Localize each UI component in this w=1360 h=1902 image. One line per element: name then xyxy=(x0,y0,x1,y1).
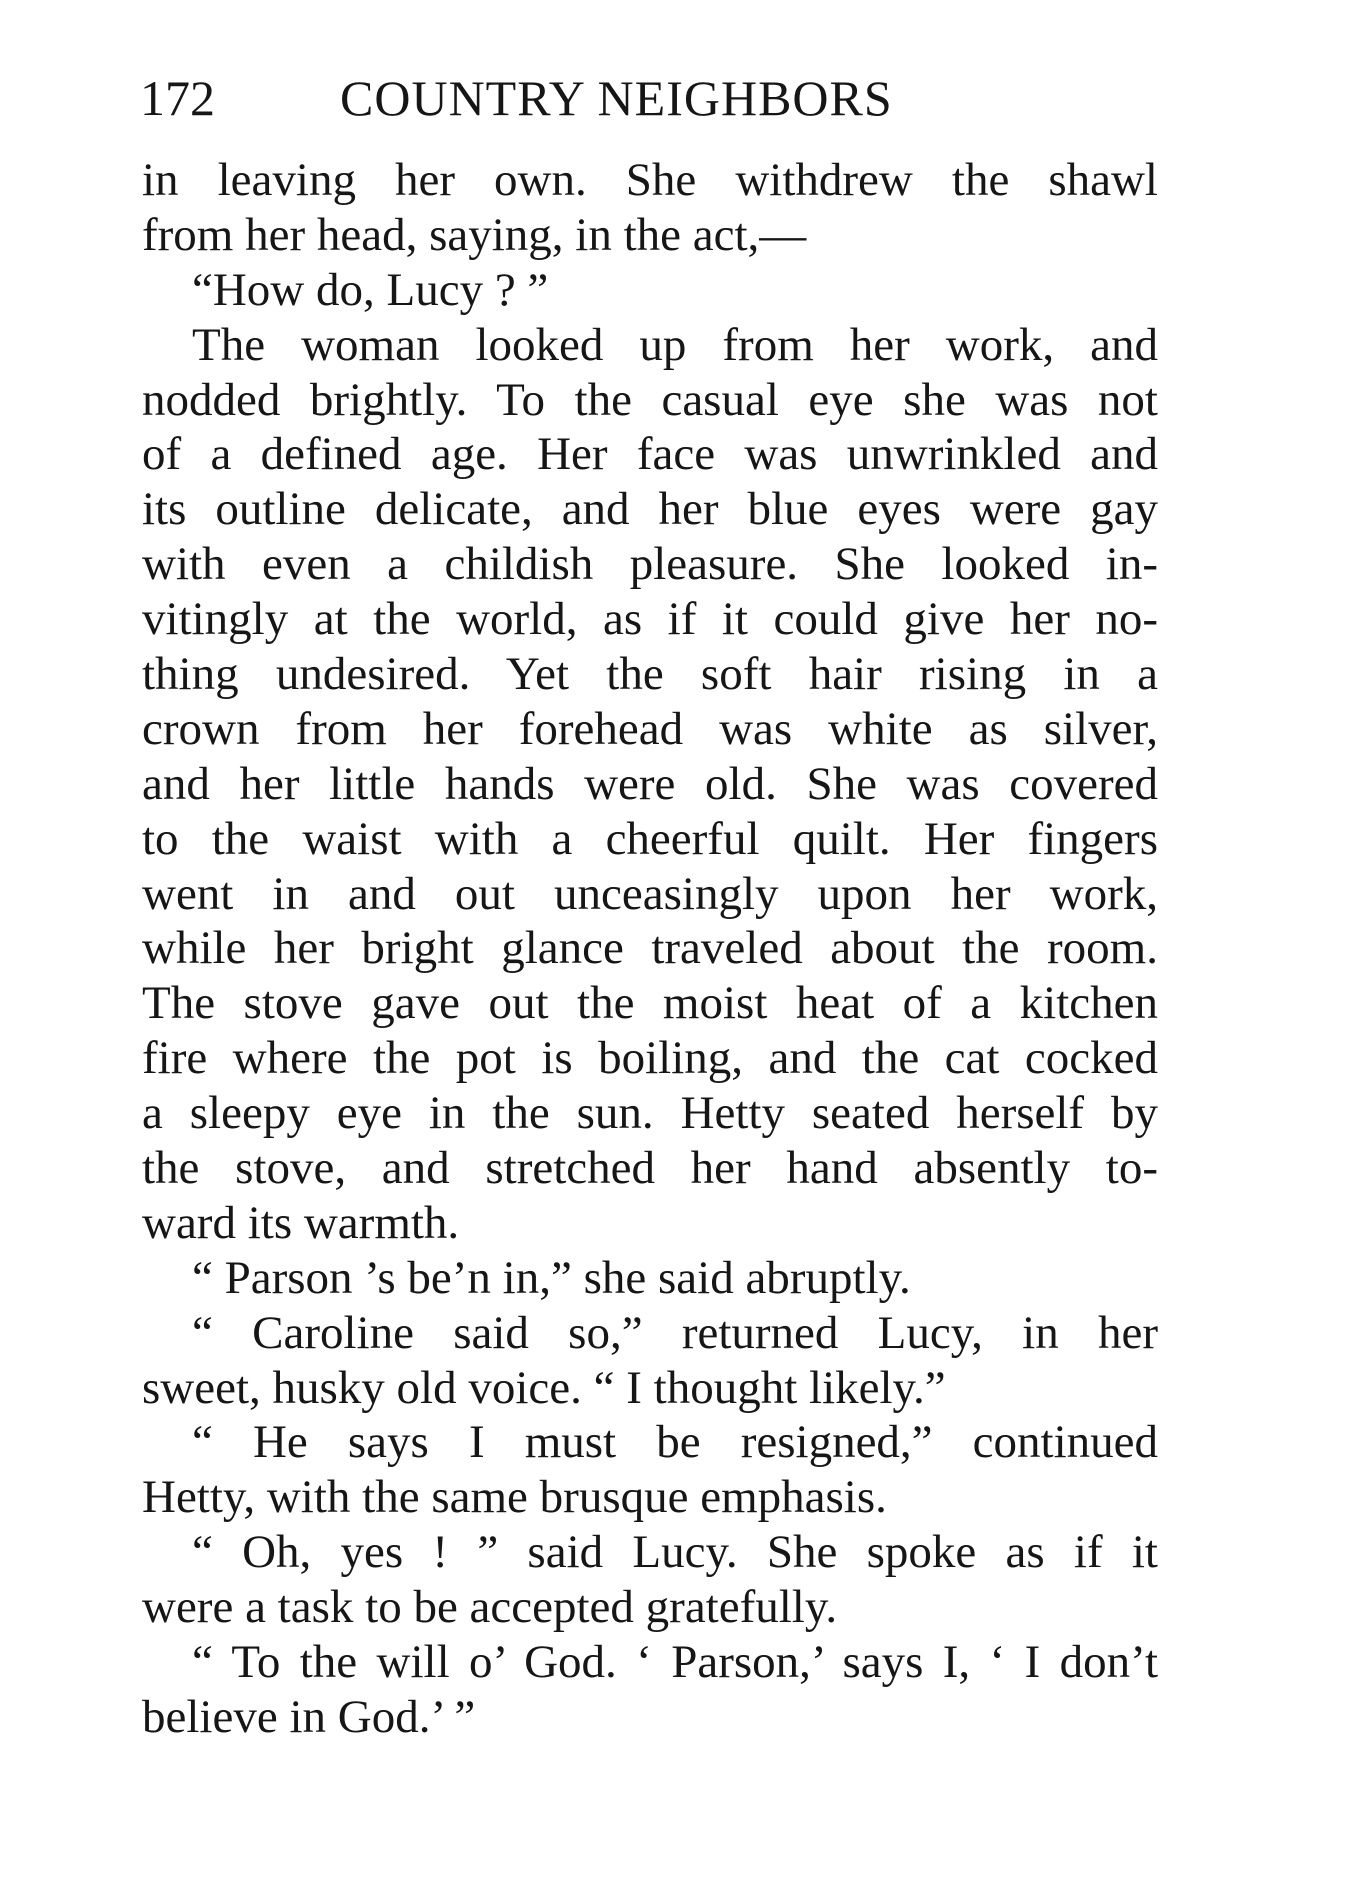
text-line: from her head, saying, in the act,— xyxy=(142,208,807,261)
page-number: 172 xyxy=(140,70,215,126)
body-text xyxy=(142,153,1158,1745)
text-line: sweet, husky old voice. “ I thought likely.” xyxy=(142,1361,946,1414)
text-line: in leaving her own. She withdrew the shawl xyxy=(142,154,1158,206)
text-line: nodded brightly. To the casual eye she was not xyxy=(142,373,1158,426)
text-line: were a task to be accepted gratefully. xyxy=(142,1581,838,1634)
text-line: with even a childish pleasure. She looked in- xyxy=(142,538,1158,591)
text-line: “ To the will o’ God. ‘ Parson,’ says I, ‘ I don’t xyxy=(192,1636,1158,1689)
paragraph xyxy=(142,318,1158,1251)
text-line: The stove gave out the moist heat of a kitchen xyxy=(142,977,1158,1030)
text-line: went in and out unceasingly upon her work, xyxy=(142,867,1158,920)
text-line: fire where the pot is boiling, and the cat cocked xyxy=(142,1032,1158,1085)
text-line: ward its warmth. xyxy=(142,1196,460,1249)
paragraph xyxy=(142,1251,1158,1306)
page-header xyxy=(140,68,1180,128)
text-line: “ He says I must be resigned,” continued xyxy=(192,1416,1158,1469)
text-line: to the waist with a cheerful quilt. Her fingers xyxy=(142,812,1158,865)
paragraph xyxy=(142,263,1158,318)
text-line: of a defined age. Her face was unwrinkled and xyxy=(142,428,1158,481)
paragraph xyxy=(142,1306,1158,1416)
text-line: The woman looked up from her work, and xyxy=(192,318,1158,371)
text-line: believe in God.’ ” xyxy=(142,1690,476,1743)
paragraph xyxy=(142,1635,1158,1745)
text-line: thing undesired. Yet the soft hair rising in a xyxy=(142,648,1158,701)
text-line: while her bright glance traveled about the room. xyxy=(142,922,1158,975)
text-line: its outline delicate, and her blue eyes were gay xyxy=(142,483,1158,536)
paragraph xyxy=(142,153,1158,263)
running-title: COUNTRY NEIGHBORS xyxy=(340,70,893,126)
text-line: “ Caroline said so,” returned Lucy, in her xyxy=(192,1306,1158,1359)
text-line: Hetty, with the same brusque emphasis. xyxy=(142,1471,887,1524)
paragraph xyxy=(142,1525,1158,1635)
text-line: “ Oh, yes ! ” said Lucy. She spoke as if it xyxy=(192,1526,1158,1579)
text-line: “How do, Lucy ? ” xyxy=(192,263,549,316)
text-line: and her little hands were old. She was covered xyxy=(142,757,1158,810)
text-line: “ Parson ’s be’n in,” she said abruptly. xyxy=(192,1251,911,1304)
text-line: a sleepy eye in the sun. Hetty seated herself by xyxy=(142,1087,1158,1140)
text-line: the stove, and stretched her hand absently to- xyxy=(142,1142,1158,1195)
text-line: crown from her forehead was white as silver, xyxy=(142,702,1158,755)
text-line: vitingly at the world, as if it could give her no- xyxy=(142,593,1158,646)
paragraph xyxy=(142,1415,1158,1525)
